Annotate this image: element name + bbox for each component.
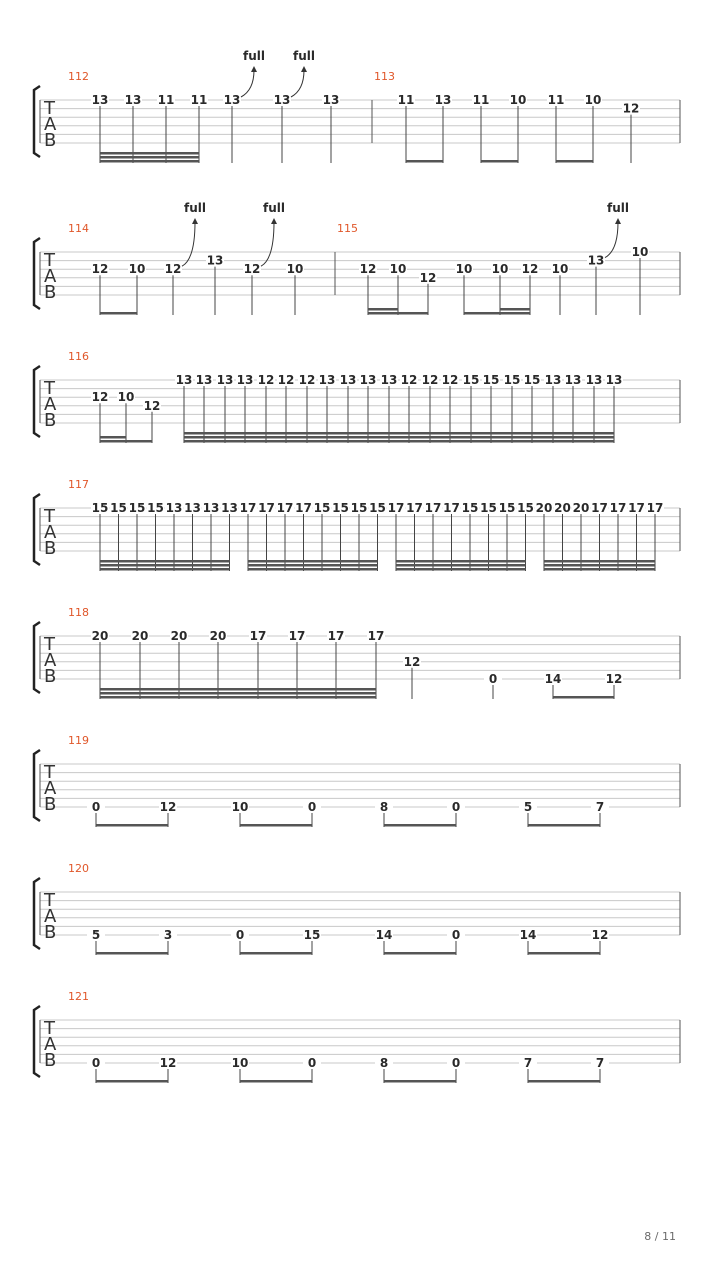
fret-number: 13 [195,373,213,387]
page-number: 8 / 11 [644,1230,676,1243]
fret-number: 0 [488,672,498,686]
bend-arrow [241,70,254,97]
fret-number: 17 [406,501,423,515]
fret-number: 15 [110,501,127,515]
fret-number: 15 [523,373,541,387]
beam [100,564,230,567]
measure-number: 112 [68,70,89,83]
system-bracket [34,878,40,949]
fret-number: 13 [322,93,340,107]
measure-number: 121 [68,990,89,1003]
fret-number: 12 [441,373,459,387]
fret-number: 12 [622,101,640,116]
measure-number: 120 [68,862,89,875]
beam [528,952,600,955]
beam [481,160,518,163]
fret-number: 20 [91,629,109,643]
tab-clef-b: B [44,410,57,431]
fret-number: 7 [595,800,605,814]
fret-number: 15 [128,501,146,515]
fret-number: 12 [419,270,437,285]
fret-number: 17 [295,501,312,515]
measure-number: 118 [68,606,89,619]
fret-number: 20 [170,629,188,643]
beam [100,696,376,699]
beam [556,160,593,163]
beam [248,560,378,563]
fret-number: 12 [403,654,421,669]
beam [544,568,655,571]
beam [500,312,530,315]
fret-number: 15 [303,928,321,942]
fret-number: 17 [387,501,405,515]
fret-number: 17 [288,629,306,643]
fret-number: 17 [591,501,608,515]
tab-clef-t: T [44,506,55,527]
beam [327,440,471,443]
fret-number: 17 [276,501,294,515]
tab-clef-a: A [44,394,57,415]
system-bracket [34,238,40,309]
fret-number: 13 [380,373,398,387]
beam [184,436,327,439]
fret-number: 11 [397,93,415,107]
fret-number: 10 [231,800,249,814]
tab-clef-b: B [44,666,57,687]
fret-number: 13 [587,253,605,268]
fret-number: 10 [631,245,649,259]
fret-number: 0 [307,800,317,814]
fret-number: 13 [585,373,603,387]
fret-number: 11 [157,93,175,107]
bend-label: full [243,49,265,63]
beam [500,308,530,311]
system-bracket [34,622,40,693]
bend-arrow [182,222,195,266]
tab-clef-a: A [44,650,57,671]
fret-number: 13 [605,373,623,387]
beam [544,564,655,567]
fret-number: 11 [547,93,565,107]
fret-number: 13 [544,373,562,387]
fret-number: 12 [591,928,609,942]
fret-number: 13 [221,501,238,515]
fret-number: 10 [551,262,569,277]
fret-number: 10 [128,262,146,277]
tab-clef-b: B [44,1050,57,1071]
beam [240,1080,312,1083]
fret-number: 12 [521,262,539,277]
fret-number: 3 [163,928,173,942]
bend-label: full [263,201,285,215]
bend-label: full [184,201,206,215]
fret-number: 13 [359,373,377,387]
beam [100,160,199,163]
fret-number: 13 [273,93,291,107]
beam [327,436,471,439]
tab-clef-b: B [44,130,57,151]
bend-arrowhead [271,218,277,224]
fret-number: 13 [175,373,193,387]
fret-number: 20 [554,501,571,515]
fret-number: 7 [523,1056,533,1070]
fret-number: 12 [143,398,161,413]
fret-number: 15 [369,501,386,515]
fret-number: 15 [480,501,497,515]
beam [471,440,614,443]
beam [248,564,378,567]
fret-number: 13 [91,93,109,107]
fret-number: 8 [379,800,389,814]
fret-number: 13 [202,501,220,515]
fret-number: 11 [190,93,208,107]
fret-number: 15 [461,501,479,515]
measure-number: 116 [68,350,89,363]
beam [96,1080,168,1083]
fret-number: 15 [91,501,109,515]
tab-clef-a: A [44,522,57,543]
beam [384,952,456,955]
fret-number: 13 [434,93,452,107]
beam [100,568,230,571]
fret-number: 7 [595,1056,605,1070]
fret-number: 12 [159,800,177,814]
tab-clef-t: T [44,762,55,783]
fret-number: 12 [277,373,295,387]
fret-number: 12 [257,373,275,387]
fret-number: 0 [451,1056,461,1070]
system-bracket [34,86,40,157]
fret-number: 15 [462,373,480,387]
bend-arrowhead [251,66,257,72]
fret-number: 10 [584,93,602,107]
fret-number: 12 [164,262,182,277]
fret-number: 20 [572,501,590,515]
beam [544,560,655,563]
system-bracket [34,494,40,565]
fret-number: 12 [421,373,439,387]
fret-number: 15 [313,501,331,515]
tab-clef-a: A [44,114,57,135]
fret-number: 15 [332,501,349,515]
fret-number: 15 [517,501,534,515]
beam [396,568,526,571]
fret-number: 17 [609,501,627,515]
bend-arrow [291,70,304,97]
fret-number: 10 [509,93,527,107]
beam [396,564,526,567]
measure-number: 117 [68,478,89,491]
fret-number: 13 [184,501,201,515]
fret-number: 15 [498,501,516,515]
bend-arrowhead [615,218,621,224]
beam [96,952,168,955]
tab-clef-t: T [44,890,55,911]
tab-clef-t: T [44,378,55,399]
fret-number: 0 [91,1056,101,1070]
system-bracket [34,366,40,437]
fret-number: 13 [165,501,183,515]
beam [406,160,443,163]
fret-number: 8 [379,1056,389,1070]
fret-number: 12 [605,672,623,686]
fret-number: 10 [231,1056,249,1070]
beam [240,824,312,827]
beam [368,312,398,315]
fret-number: 17 [239,501,257,515]
beam [248,568,378,571]
beam [384,1080,456,1083]
bend-arrowhead [301,66,307,72]
tab-clef-b: B [44,282,57,303]
bend-label: full [293,49,315,63]
beam [100,436,126,439]
fret-number: 0 [235,928,245,942]
tab-clef-a: A [44,906,57,927]
fret-number: 12 [91,390,109,405]
tab-clef-t: T [44,634,55,655]
beam [553,696,614,699]
fret-number: 0 [91,800,101,814]
beam [96,824,168,827]
fret-number: 15 [147,501,164,515]
fret-number: 12 [298,373,316,387]
fret-number: 20 [131,629,149,643]
tab-clef-b: B [44,794,57,815]
fret-number: 12 [400,373,418,387]
tab-clef-a: A [44,778,57,799]
tab-clef-t: T [44,250,55,271]
bend-arrowhead [192,218,198,224]
fret-number: 17 [327,629,345,643]
fret-number: 14 [375,928,393,942]
fret-number: 0 [307,1056,317,1070]
fret-number: 0 [451,928,461,942]
fret-number: 17 [367,629,385,643]
fret-number: 20 [209,629,227,643]
tab-clef-b: B [44,538,57,559]
fret-number: 12 [159,1056,177,1070]
tab-clef-t: T [44,1018,55,1039]
beam [240,952,312,955]
fret-number: 15 [350,501,368,515]
beam [384,824,456,827]
system-bracket [34,1006,40,1077]
fret-number: 12 [359,262,377,277]
beam [528,824,600,827]
fret-number: 20 [535,501,553,515]
fret-number: 15 [482,373,500,387]
beam [471,432,614,435]
fret-number: 13 [318,373,336,387]
fret-number: 10 [491,262,509,277]
fret-number: 13 [339,373,357,387]
fret-number: 5 [523,800,533,814]
fret-number: 11 [472,93,490,107]
fret-number: 17 [443,501,460,515]
beam [184,432,327,435]
fret-number: 10 [286,262,304,277]
fret-number: 14 [519,928,537,942]
fret-number: 17 [249,629,267,643]
fret-number: 13 [124,93,142,107]
beam [100,560,230,563]
beam [100,152,199,155]
fret-number: 10 [455,262,473,277]
tab-clef-b: B [44,922,57,943]
tab-clef-t: T [44,98,55,119]
fret-number: 13 [206,253,224,268]
bend-arrow [261,222,274,266]
beam [184,440,327,443]
measure-number: 113 [374,70,395,83]
fret-number: 13 [216,373,234,387]
fret-number: 14 [544,672,562,686]
beam [471,436,614,439]
fret-number: 10 [389,262,407,277]
fret-number: 13 [236,373,254,387]
beam [327,432,471,435]
fret-number: 10 [117,390,135,405]
tab-clef-a: A [44,1034,57,1055]
fret-number: 17 [424,501,442,515]
beam [368,308,398,311]
system-bracket [34,750,40,821]
fret-number: 12 [91,262,109,277]
beam [396,560,526,563]
fret-number: 0 [451,800,461,814]
tab-clef-a: A [44,266,57,287]
beam [100,688,376,691]
fret-number: 13 [223,93,241,107]
measure-number: 115 [337,222,358,235]
fret-number: 13 [564,373,582,387]
beam [100,312,137,315]
beam [100,692,376,695]
beam [100,156,199,159]
fret-number: 5 [91,928,101,942]
fret-number: 17 [258,501,275,515]
fret-number: 17 [646,501,664,515]
bend-label: full [607,201,629,215]
fret-number: 12 [243,262,261,277]
beam [528,1080,600,1083]
fret-number: 17 [628,501,645,515]
fret-number: 15 [503,373,521,387]
measure-number: 119 [68,734,89,747]
beam [100,440,126,443]
measure-number: 114 [68,222,89,235]
